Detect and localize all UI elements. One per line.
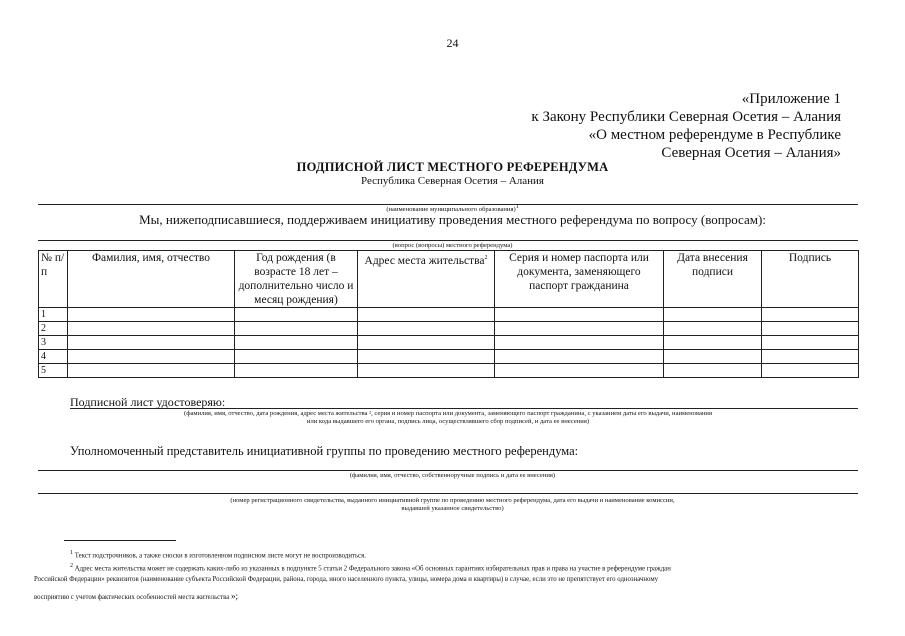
appendix-line-4: Северная Осетия – Алания»	[661, 145, 841, 161]
table-cell	[235, 336, 358, 350]
table-cell	[495, 364, 664, 378]
representative-line-2	[38, 493, 858, 494]
appendix-line-2: к Закону Республики Северная Осетия – Алания	[531, 109, 841, 125]
table-cell	[495, 336, 664, 350]
table-cell	[68, 308, 235, 322]
representative-caption-2: (номер регистрационного свидетельства, выданного инициативной группе по проведению местного референдума, дата его выдачи и наименование комиссии, выдавшей указанное свидетельство)	[230, 497, 675, 512]
row-number: 3	[39, 336, 68, 350]
row-number: 5	[39, 364, 68, 378]
table-cell	[762, 308, 859, 322]
representative-line-1	[38, 470, 858, 471]
footnote-2: $^2$ Адрес места жительства может не содержать каких-либо из указанных в подпункте 5 статьи 2 Федерального закона «Об основных гарантиях избирательных прав и права на участие в референдуме граждан Российской Федерации» реквизитов (наименование субъекта Российской Федерации, района, города, иного населенного пункта, улицы, номера дома и квартиры) в случае, если это не препятствует его однозначному восприятию с учетом фактических особенностей места жительства »;	[34, 563, 671, 601]
footnote-divider	[64, 540, 176, 541]
question-caption: (вопрос (вопросы) местного референдума)	[392, 242, 513, 249]
table-cell	[762, 322, 859, 336]
table-cell	[762, 336, 859, 350]
table-cell	[68, 364, 235, 378]
table-row	[39, 322, 859, 336]
table-cell	[664, 322, 762, 336]
question-line	[38, 240, 858, 241]
col-header-date: Дата внесения подписи	[664, 251, 762, 308]
footnotes	[34, 548, 854, 603]
table-cell	[358, 336, 495, 350]
table-cell	[762, 350, 859, 364]
appendix-line-1: «Приложение 1	[741, 91, 841, 107]
table-cell	[235, 308, 358, 322]
row-number: 2	[39, 322, 68, 336]
table-cell	[664, 308, 762, 322]
table-cell	[495, 350, 664, 364]
appendix-header	[531, 90, 841, 162]
table-cell	[235, 322, 358, 336]
intro-text: Мы, нижеподписавшиеся, поддерживаем инициативу проведения местного референдума по вопросу (вопросам):	[139, 212, 766, 227]
table-row	[39, 350, 859, 364]
col-header-signature: Подпись	[762, 251, 859, 308]
table-cell	[68, 322, 235, 336]
representative-label: Уполномоченный представитель инициативной группы по проведению местного референдума:	[70, 444, 579, 458]
col-header-number: № п/п	[39, 251, 68, 308]
table-cell	[358, 350, 495, 364]
page-number: 24	[446, 36, 459, 50]
certify-line	[70, 408, 858, 409]
col-header-address: Адрес места жительства$^2$	[358, 251, 495, 308]
table-cell	[68, 350, 235, 364]
table-cell	[235, 350, 358, 364]
table-cell	[664, 364, 762, 378]
signature-table	[38, 250, 859, 378]
certify-caption: (фамилия, имя, отчество, дата рождения, адрес места жительства ², серия и номер паспорта или документа, заменяющего паспорт гражданина, с указанием даты его выдачи, наименования или кода выдавшего его органа, подпись лица, осуществлявшего сбор подписей, и дата ее внесения)	[184, 410, 712, 425]
certify-label: Подписной лист удостоверяю:	[70, 395, 226, 409]
municipality-caption: (наименование муниципального образования)$^1$	[386, 204, 519, 214]
row-number: 4	[39, 350, 68, 364]
document-title: ПОДПИСНОЙ ЛИСТ МЕСТНОГО РЕФЕРЕНДУМА	[296, 160, 609, 174]
col-header-passport: Серия и номер паспорта или документа, заменяющего паспорт гражданина	[495, 251, 664, 308]
appendix-line-3: «О местном референдуме в Республике	[588, 127, 841, 143]
representative-caption-1: (фамилия, имя, отчество, собственноручные подпись и дата ее внесения)	[349, 472, 556, 479]
table-cell	[762, 364, 859, 378]
table-cell	[664, 336, 762, 350]
col-header-name: Фамилия, имя, отчество	[68, 251, 235, 308]
table-cell	[68, 336, 235, 350]
footnote-1: $^1$ Текст подстрочников, а также сноски в изготовленном подписном листе могут не воспроизводиться.	[70, 550, 366, 560]
table-cell	[358, 364, 495, 378]
table-row	[39, 308, 859, 322]
table-cell	[358, 322, 495, 336]
table-cell	[495, 322, 664, 336]
table-cell	[495, 308, 664, 322]
table-row	[39, 336, 859, 350]
table-row	[39, 364, 859, 378]
table-cell	[358, 308, 495, 322]
table-header-row	[39, 251, 859, 308]
document-subtitle: Республика Северная Осетия – Алания	[361, 175, 544, 187]
col-header-birth: Год рождения (в возрасте 18 лет – дополнительно число и месяц рождения)	[235, 251, 358, 308]
row-number: 1	[39, 308, 68, 322]
table-cell	[664, 350, 762, 364]
table-cell	[235, 364, 358, 378]
